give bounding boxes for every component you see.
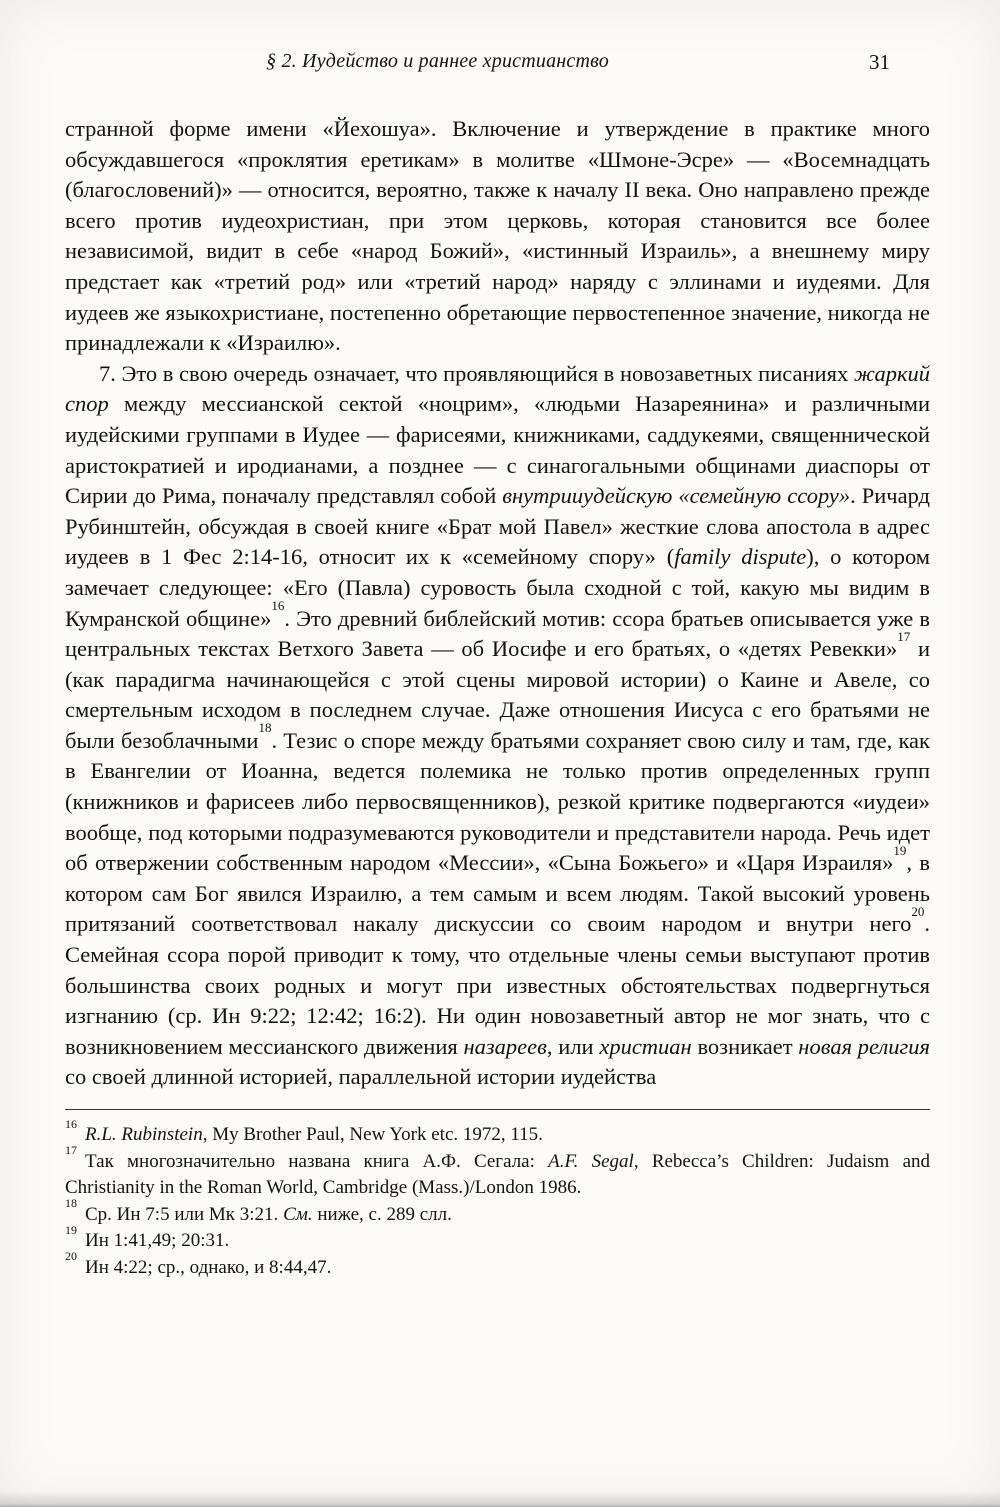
text-run: , в котором сам Бог явился Израилю, а тем самым и всем людям. Такой высокий уровень притязаний соответствовал накалу дискуссии со своим народом и внутри него — [65, 850, 930, 937]
text-run: R.L. Rubinstein — [85, 1124, 203, 1145]
text-run: A.F. Segal — [548, 1150, 634, 1172]
footnote — [65, 1222, 930, 1255]
text-run: со своей длинной историей, параллельной истории иудейства — [65, 1064, 657, 1090]
footnote-ref: 17 — [897, 628, 911, 644]
body-text — [65, 114, 930, 1093]
footnote-ref: 18 — [258, 720, 272, 736]
text-run: 7. Это в свою очередь означает, что проявляющийся в новозаветных писаниях — [99, 360, 854, 386]
footnote — [65, 1116, 930, 1149]
text-run: Так многозначительно названа книга А.Ф. Сегала: — [85, 1150, 549, 1172]
footnote-marker: 19 — [65, 1222, 77, 1237]
footnote-marker: 16 — [65, 1116, 77, 1131]
scan-edge-shadow — [0, 1491, 1000, 1507]
text-run: . Ричард Рубинштейн, обсуждая в своей книге «Брат мой Павел» жесткие слова апостола в адрес иудеев в 1 Фес 2:14-16, относит их к «семейному спору» ( — [65, 483, 931, 570]
text-run: family dispute — [674, 544, 807, 570]
running-title: § 2. Иудейство и раннее христианство — [266, 50, 609, 72]
text-run: Ин 1:41,49; 20:31. — [85, 1230, 230, 1251]
text-run: , My Brother Paul, New York etc. 1972, 115. — [202, 1124, 543, 1145]
text-run: , или — [546, 1033, 600, 1059]
text-run: , Rebecca’s Children: Judaism and Christianity in the Roman World, Cambridge (Mass.)/London 1986. — [65, 1150, 931, 1198]
footnote-separator-rule — [65, 1109, 930, 1110]
text-run: ), о котором замечает следующее: «Его (Павла) суровость была сходной с той, какую мы видим в Кумранской общине» — [65, 544, 931, 631]
text-run: и (как парадигма начинающейся с этой сцены мировой истории) о Каине и Авеле, со смертельным исходом в последнем случае. Даже отношения Иисуса с его братьями не были безоблачными — [65, 636, 930, 753]
footnote-marker: 20 — [65, 1249, 77, 1264]
footnote — [65, 1249, 930, 1282]
footnote-ref: 16 — [271, 598, 285, 613]
text-run: ниже, с. 289 слл. — [312, 1203, 452, 1225]
text-run: . Это древний библейский мотив: ссора братьев описывается уже в центральных текстах Ветхого Завета — об Иосифе и его братьях, о «детях Ревекки» — [65, 605, 930, 662]
footnotes-section — [65, 1116, 931, 1281]
text-run: Ср. Ин 7:5 или Мк 3:21. — [85, 1203, 284, 1225]
footnote — [65, 1143, 931, 1202]
text-run: См. — [283, 1203, 313, 1225]
text-run: между мессианской сектой «ноцрим», «людьми Назареянина» и различными иудейскими группами в Иудее — фарисеями, книжниками, саддукеями, священнической аристократией и иродианами, а позднее — с синагогальными общинами диаспоры от Сирии до Рима, поначалу представлял собой — [65, 391, 930, 509]
page-header — [65, 50, 930, 80]
text-run: . Тезис о споре между братьями сохраняет свою силу и там, где, как в Евангелии от Иоанна, ведется полемика не только против определенных групп (книжников и фарисеев либо первосвященников), резкой критике подвергаются «иудеи» вообще, под которыми подразумеваются руководители и представители народа. Речь идет об отвержении собственным народом «Мессии», «Сына Божьего» и «Царя Израиля» — [65, 727, 930, 876]
text-run: христиан — [599, 1033, 692, 1059]
text-run: странной форме имени «Йехошуа». Включение и утверждение в практике много обсуждавшегося «проклятия еретикам» в молитве «Шмоне-Эсре» — «Восемнадцать (благословений)» — относится, вероятно, также к началу II века. Оно направлено прежде всего против иудеохристиан, при этом церковь, которая становится все более независимой, видит в себе «народ Божий», «истинный Израиль», а внешнему миру предстает как «третий род» или «третий народ» наряду с эллинами и иудеями. Для иудеев же языкохристиане, постепенно обретающие первостепенное значение, никогда не принадлежали к «Израилю». — [65, 116, 930, 356]
footnote-marker: 17 — [65, 1143, 77, 1158]
footnote-ref: 19 — [893, 842, 907, 858]
page-number: 31 — [869, 50, 890, 74]
footnote — [65, 1196, 930, 1229]
text-run: внутрииудейскую «семейную ссору» — [502, 483, 851, 509]
text-run: новая религия — [798, 1033, 930, 1059]
footnote-marker: 18 — [65, 1196, 77, 1211]
paragraph — [65, 359, 930, 1093]
text-run: назареев — [463, 1033, 547, 1059]
footnote-ref: 20 — [911, 903, 925, 919]
paragraph — [65, 114, 930, 359]
text-run: Ин 4:22; ср., однако, и 8:44,47. — [85, 1256, 332, 1278]
text-run: возникает — [691, 1033, 799, 1059]
text-run: жаркий спор — [65, 360, 930, 417]
text-run: . Семейная ссора порой приводит к тому, что отдельные члены семьи выступают против большинства своих родных и могут при известных обстоятельствах подвергнуться изгнанию (ср. Ин 9:22; 12:42; 16:2). Ни один новозаветный автор не мог знать, что с возникновением мессианского движения — [65, 911, 930, 1059]
